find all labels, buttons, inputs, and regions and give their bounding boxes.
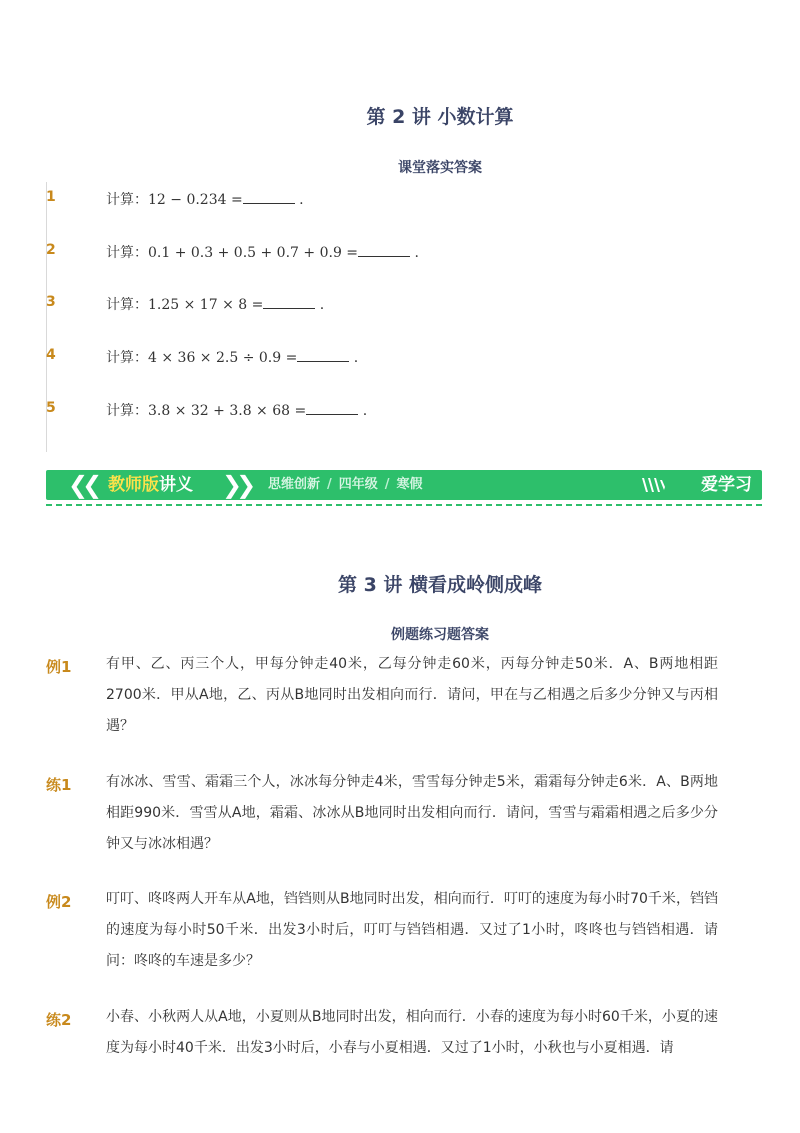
question-label: 计算： [106, 245, 148, 261]
question-expression: 4 × 36 × 2.5 ÷ 0.9 = [148, 350, 298, 366]
answer-blank [358, 244, 410, 257]
question-end: . [353, 350, 359, 366]
question-label: 计算： [106, 192, 148, 208]
question-label: 计算： [106, 403, 148, 419]
chevron-right-icon: ❯❯ [222, 471, 251, 499]
question-expression: 12 − 0.234 = [148, 192, 243, 208]
breadcrumb-item: 四年级 [338, 477, 378, 492]
problem-number: 例2 [46, 893, 72, 911]
brand-logo-icon [640, 476, 666, 494]
page-banner [46, 470, 762, 500]
question-text [106, 189, 304, 209]
banner-dashed-divider [46, 504, 762, 506]
question-expression: 1.25 × 17 × 8 = [148, 297, 264, 313]
lecture-2-section-title: 课堂落实答案 [398, 160, 482, 176]
question-expression: 3.8 × 32 + 3.8 × 68 = [148, 403, 307, 419]
answer-blank [297, 349, 349, 362]
question-end: . [299, 192, 304, 208]
question-text [106, 294, 324, 314]
breadcrumb-separator: / [384, 477, 390, 492]
breadcrumb [268, 470, 423, 500]
lecture-3-section-title: 例题练习题答案 [391, 627, 489, 643]
question-text [106, 400, 367, 420]
breadcrumb-item: 寒假 [396, 477, 423, 492]
question-number: 1 [46, 189, 56, 205]
question-number: 2 [46, 242, 56, 258]
question-end: . [319, 297, 325, 313]
question-end: . [414, 245, 419, 261]
question-number: 4 [46, 347, 56, 363]
teacher-edition-badge [108, 470, 193, 500]
question-expression: 0.1 + 0.3 + 0.5 + 0.7 + 0.9 = [148, 245, 359, 261]
breadcrumb-separator: / [327, 477, 332, 492]
question-text [106, 347, 358, 367]
problem-text: 有甲、乙、丙三个人，甲每分钟走40米，乙每分钟走60米，丙每分钟走50米．A、B两地相距2700米．甲从A地，乙、丙从B地同时出发相向而行．请问，甲在与乙相遇之后多少分钟又与丙相遇？ [106, 656, 718, 734]
brand-name: 爱学习 [701, 475, 752, 495]
question-number: 3 [46, 294, 56, 310]
badge-part-1: 教师版 [108, 475, 159, 495]
question-number: 5 [46, 400, 56, 416]
problem-text: 有冰冰、雪雪、霜霜三个人，冰冰每分钟走4米，雪雪每分钟走5米，霜霜每分钟走6米．A、B两地相距990米．雪雪从A地，霜霜、冰冰从B地同时出发相向而行．请问，雪雪与霜霜相遇之后多少分钟又与冰冰相遇？ [106, 774, 718, 852]
question-end: . [362, 403, 368, 419]
problem-text: 小春、小秋两人从A地，小夏则从B地同时出发，相向而行．小春的速度为每小时60千米，小夏的速度为每小时40千米．出发3小时后，小春与小夏相遇．又过了1小时，小秋也与小夏相遇．请 [106, 1009, 718, 1056]
problem-number: 例1 [46, 658, 72, 676]
badge-part-2: 讲义 [159, 475, 193, 495]
answer-blank [263, 296, 315, 309]
problem-number: 练1 [46, 776, 72, 794]
answer-blank [306, 402, 358, 415]
breadcrumb-item: 思维创新 [268, 477, 321, 492]
question-label: 计算： [106, 350, 148, 366]
question-text [106, 242, 419, 262]
chevron-left-icon: ❮❮ [68, 471, 97, 499]
lecture-2-title: 第 2 讲 小数计算 [366, 106, 514, 128]
lecture-3-title: 第 3 讲 横看成岭侧成峰 [337, 574, 543, 596]
problem-text: 叮叮、咚咚两人开车从A地，铛铛则从B地同时出发，相向而行．叮叮的速度为每小时70千米，铛铛的速度为每小时50千米．出发3小时后，叮叮与铛铛相遇．又过了1小时，咚咚也与铛铛相遇．请问：咚咚的车速是多少？ [106, 891, 718, 969]
answer-blank [243, 191, 295, 204]
question-label: 计算： [106, 297, 148, 313]
problem-number: 练2 [46, 1011, 72, 1029]
